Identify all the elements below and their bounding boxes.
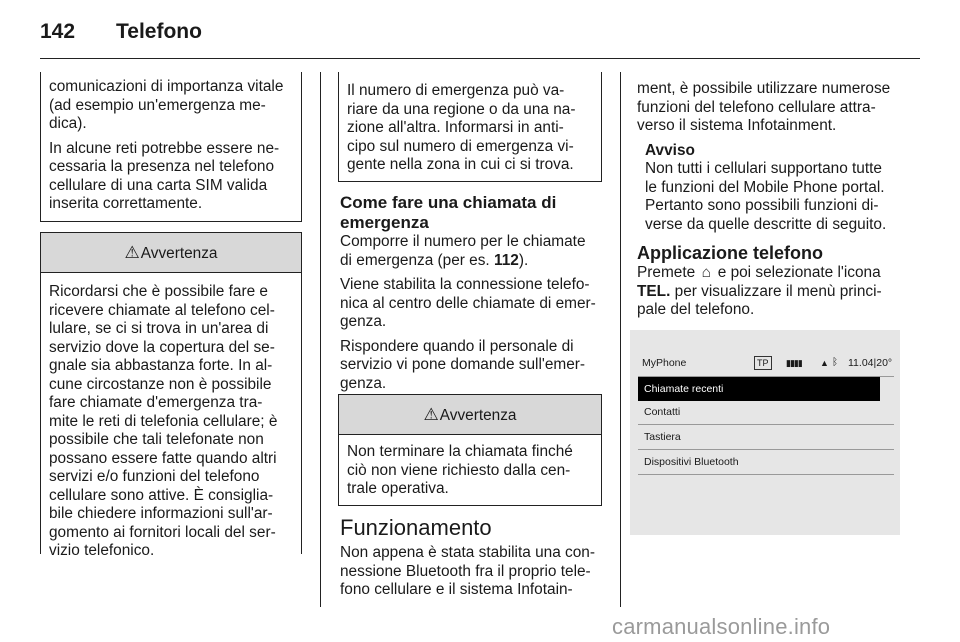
warning-title: Avvertenza [439,407,517,424]
text-line: ment, è possibile utilizzare numerose [637,80,891,97]
text-line: ricevere chiamate al telefono cel- [49,301,275,319]
text-line: cellulare di una carta SIM valida [49,176,268,194]
text-line: Il numero di emergenza può va- [347,82,565,99]
battery-icon: ▮▮▮▮ [786,358,802,368]
text-line: ciò non viene richiesto dalla cen- [347,461,571,479]
text-line: possano essere fatte quando altri [49,449,277,467]
screen-time: 11.04 [848,357,874,369]
text-line: mite le reti di telefonia cellulare; è [49,412,278,430]
page-header [40,16,920,56]
text-line: gnale sia abbastanza forte. In al- [49,357,273,374]
text-line: Non tutti i cellulari supportano tutte [645,160,882,177]
text-line: servizio vi pone domande sull'emer- [340,356,586,373]
text-line: (ad esempio un'emergenza me- [49,96,266,114]
emergency-number: 112 [493,251,519,269]
warning-title: Avvertenza [140,245,218,262]
screen-menu-item-bluetooth-devices[interactable]: Dispositivi Bluetooth [644,456,739,468]
emergency-number-box [338,72,602,182]
app-paragraph [637,264,922,320]
column-3-text [637,80,922,326]
tp-indicator: TP [754,356,772,370]
warning-box-hangup [338,394,602,506]
text-line: gente nella zona in cui ci si trova. [347,156,574,173]
text-line: servizio dove la copertura del se- [49,338,275,356]
text-fragment: per visualizzare il menù princi- [670,282,882,300]
heading-line: Come fare una chiamata di [340,193,557,212]
note-title: Avviso [645,141,695,159]
operation-section [340,515,610,600]
text-line: cune circostanze non è possibile [49,375,272,393]
text-fragment: di emergenza (per es. [340,251,494,269]
screen-app-name: MyPhone [642,357,687,369]
screen-menu-item-recent-calls[interactable]: Chiamate recenti [638,377,880,401]
bluetooth-icon: ᛒ [832,357,838,368]
text-line: riare da una regione o da una na- [347,100,576,118]
answer-paragraph [340,338,608,394]
heading-operation: Funzionamento [340,515,492,540]
warning-body [41,273,301,569]
text-line: bile chiedere informazioni sull'ar- [49,505,273,522]
home-icon: ⌂ [701,264,712,281]
page-number: 142 [40,20,76,43]
text-fragment: e poi selezionate l'icona [713,264,881,281]
functions-paragraph [637,80,922,136]
text-line: pale del telefono. [637,301,755,318]
text-line: gomento ai fornitori locali del ser- [49,523,276,541]
text-line: Non terminare la chiamata finché [347,443,573,460]
tel-label: TEL. [637,282,671,300]
text-line: fare chiamate d'emergenza tra- [49,394,263,411]
screen-menu-item-keypad[interactable]: Tastiera [644,431,681,443]
continued-text-box [40,72,302,222]
column-rule-2 [620,72,621,607]
phone-menu-screenshot [630,330,900,535]
text-line: In alcune reti potrebbe essere ne- [49,139,280,157]
connection-paragraph [340,276,608,332]
dial-paragraph [340,233,608,270]
intro-paragraph [49,78,295,134]
screen-divider [638,474,894,475]
text-line: vizio telefonico. [49,542,155,559]
heading-line: emergenza [340,213,429,232]
page-title: Telefono [116,20,202,43]
text-line: Ricordarsi che è possibile fare e [49,283,268,300]
warning-body [339,435,601,507]
heading-emergency-call [340,193,608,233]
text-line: fono cellulare e il sistema Infotain- [340,581,573,598]
screen-menu-item-contacts[interactable]: Contatti [644,406,681,418]
warning-box-coverage [40,232,302,559]
text-line: Non appena è stata stabilita una con- [340,544,595,561]
column-rule-1 [320,72,321,607]
sim-paragraph [49,140,295,214]
text-line: servizi e/o funzioni del telefono [49,468,260,485]
screen-status-bar [636,350,894,376]
warning-triangle-icon: ⚠ [423,405,439,424]
text-line: lulare, se ci si trova in un'area di [49,320,269,337]
text-line: cessaria la presenza nel telefono [49,158,275,175]
warning-header [339,395,601,435]
text-line: Rispondere quando il personale di [340,337,574,355]
heading-phone-app: Applicazione telefono [637,243,824,263]
text-line: nica al centro delle chiamate di emer- [340,294,596,312]
screen-clock: 11.04|20° [848,357,893,369]
text-line: Pertanto sono possibili funzioni di- [645,197,879,214]
text-line: dica). [49,115,87,132]
text-line: verse da quelle descritte di seguito. [645,215,887,233]
column-2-text [340,193,608,399]
text-line: verso il sistema Infotainment. [637,117,837,134]
text-line: le funzioni del Mobile Phone portal. [645,178,885,196]
text-fragment: Premete [637,264,700,281]
text-line: genza. [340,374,387,392]
warning-header [41,233,301,273]
text-fragment: ). [518,251,529,269]
text-line: zione all'altra. Informarsi in anti- [347,119,564,136]
text-line: trale operativa. [347,480,449,497]
warning-triangle-icon: ⚠ [124,243,140,262]
text-line: cipo sul numero di emergenza vi- [347,137,574,155]
screen-temperature: 20° [876,357,893,369]
text-line: nessione Bluetooth fra il proprio tele- [340,562,591,580]
text-line: cellulare sono attive. È consiglia- [49,486,274,504]
text-line: Comporre il numero per le chiamate [340,233,586,250]
note-block [645,142,922,235]
text-line: genza. [340,313,387,330]
text-line: inserita correttamente. [49,195,203,212]
watermark: carmanualsonline.info [612,614,831,639]
text-line: possibile che tali telefonate non [49,431,264,448]
text-line: comunicazioni di importanza vitale [49,78,284,95]
text-line: Viene stabilita la connessione telefo- [340,276,590,293]
text-line: funzioni del telefono cellulare attra- [637,98,876,116]
signal-icon: ▲ [820,358,829,368]
header-rule [40,58,920,59]
